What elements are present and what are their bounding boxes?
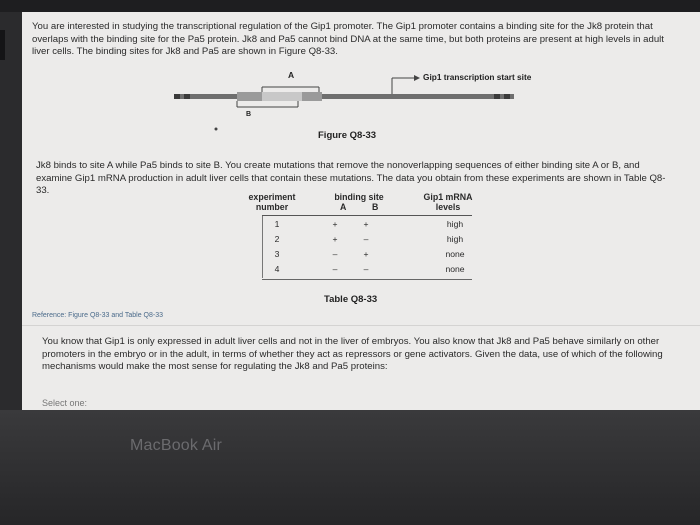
- dot-marker: [215, 128, 218, 131]
- header-mrna-levels: Gip1 mRNA levels: [423, 192, 473, 212]
- dna-left-end: [174, 94, 180, 99]
- header-binding-site: binding site A B: [334, 192, 384, 212]
- reference-link[interactable]: Reference: Figure Q8-33 and Table Q8-33: [32, 312, 164, 319]
- table-header-rule: [262, 215, 472, 216]
- table-caption: Table Q8-33: [324, 294, 378, 305]
- site-a-label: A: [288, 70, 295, 80]
- question-intro-text: You are interested in studying the transcriptional regulation of the Gip1 promoter. The Gip1 promoter contains a binding site for the Jk8 protein that overlaps with the binding site for the Pa5 protein. Jk8 and Pa5 cannot bind DNA at the same time, but both proteins are present at high levels in adult liver cells. The binding sites for Jk8 and Pa5 are shown in Figure Q8-33.: [32, 21, 664, 58]
- laptop-bezel-bottom: [0, 410, 700, 525]
- question-prompt-text: You know that Gip1 is only expressed in adult liver cells and not in the liver of embryos. You also know that Jk8 and Pa5 behave similarly on other promoters in the embryo or in the adult, in terms of whether they act as repressors or gene activators. Given the data, use of which of the following mechanisms would make the most sense for regulating the Jk8 and Pa5 proteins:: [42, 336, 663, 373]
- dna-left-end-2: [184, 94, 190, 99]
- laptop-brand-label: MacBook Air: [130, 437, 223, 454]
- section-divider: [22, 325, 700, 326]
- overlap-region: [262, 92, 302, 101]
- dna-strand: [174, 94, 514, 99]
- site-b-label: B: [246, 111, 252, 118]
- select-one-label: Select one:: [42, 398, 88, 408]
- bezel-edge: [0, 30, 5, 60]
- start-site-arrowhead: [414, 75, 420, 81]
- dna-right-end: [494, 94, 500, 99]
- screen: You are interested in studying the transcriptional regulation of the Gip1 promoter. The Gip1 promoter contains a binding site for the Jk8 protein that overlaps with the binding site for the Pa5 protein. Jk8 and Pa5 cannot bind DNA at the same time, but both proteins are present at high levels in adult liver cells. The binding sites for Jk8 and Pa5 are shown in Figure Q8-33. A B Gip1 transcription start site Figure Q8-33 Jk8 binds to site A while Pa5 binds to site B. You create mutations that remove the nonoverlapping sequences of either binding site A or B, and examine Gip1 mRNA production in adult liver cells that contain these mutations. The data you obtain from these experiments are shown in Table Q8-33. experiment number binding site A B Gip1 mRNA levels 1 + + high 2 + – high 3 – + none 4 – – none Table Q8-33 Reference: Figure Q8-33 and Table Q8-33 You know that Gip1 is only expressed in adult liver cells and not in the liver of embryos. You also know that Jk8 and Pa5 behave similarly on other promoters in the embryo or in the adult, in terms of whether they act as repressors or gene activators. Given the data, use of which of the following mechanisms would make the most sense for regulating the Jk8 and Pa5 proteins: Select one:: [22, 12, 700, 410]
- site-b-only-region: [237, 92, 262, 101]
- start-site-label: Gip1 transcription start site: [423, 72, 532, 82]
- laptop-bezel-top: [0, 0, 700, 12]
- site-a-only-region: [302, 92, 322, 101]
- header-experiment: experiment number: [248, 192, 296, 212]
- dna-right-end-2: [504, 94, 510, 99]
- table-bottom-rule: [262, 279, 472, 280]
- question-experiment-text: Jk8 binds to site A while Pa5 binds to site B. You create mutations that remove the nonoverlapping sequences of either binding site A or B, and examine Gip1 mRNA production in adult liver cells that contain these mutations. The data you obtain from these experiments are shown in Table Q8-33.: [36, 160, 666, 197]
- figure-caption: Figure Q8-33: [318, 130, 377, 141]
